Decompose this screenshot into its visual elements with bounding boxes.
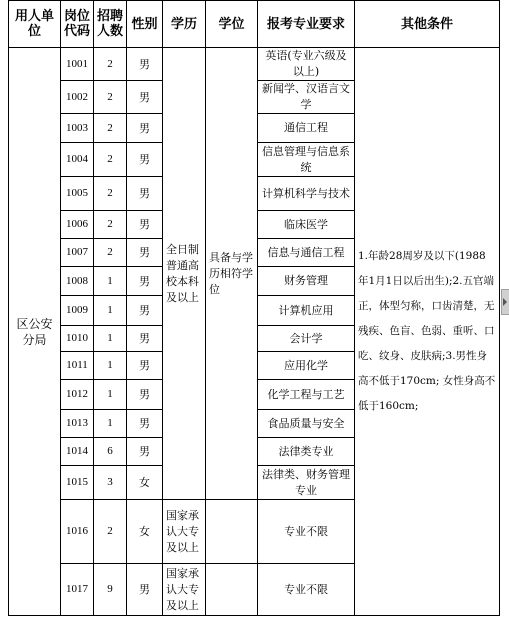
gender-cell: 男 [127,239,163,267]
gender-cell: 男 [127,81,163,114]
gender-cell: 男 [127,114,163,143]
code-cell: 1007 [61,239,94,267]
header-education: 学历 [163,1,206,48]
header-count: 招聘人数 [94,1,127,48]
recruitment-table [8,0,500,616]
count-cell: 1 [94,326,127,352]
header-other: 其他条件 [355,1,500,48]
education-college-cell: 国家承认大专及以上 [163,500,206,564]
table-row [9,48,500,81]
major-cell: 信息与通信工程 [258,239,355,267]
count-cell: 2 [94,81,127,114]
count-cell: 2 [94,211,127,239]
count-cell: 2 [94,177,127,211]
count-cell: 1 [94,410,127,438]
gender-cell: 男 [127,380,163,410]
code-cell: 1011 [61,352,94,380]
other-conditions-cell: 1.年龄28周岁及以下(1988年1月1日以后出生);2.五官端正，体型匀称，口齿清楚，无残疾、色盲、色弱、重听、口吃、纹身、皮肤病;3.男性身高不低于170cm; 女性身高不低于160cm; [355,48,500,616]
code-cell: 1002 [61,81,94,114]
gender-cell: 男 [127,48,163,81]
gender-cell: 女 [127,466,163,500]
right-arrow-icon [503,298,507,306]
gender-cell: 男 [127,177,163,211]
unit-cell [9,48,61,616]
major-cell: 新闻学、汉语言文学 [258,81,355,114]
major-cell: 专业不限 [258,564,355,616]
gender-cell: 男 [127,267,163,296]
education-main-cell: 全日制普通高校本科及以上 [163,48,206,500]
header-unit: 用人单位 [9,1,61,48]
count-cell: 2 [94,143,127,177]
degree-empty-cell [206,564,258,616]
header-major: 报考专业要求 [258,1,355,48]
header-code: 岗位代码 [61,1,94,48]
major-cell: 信息管理与信息系统 [258,143,355,177]
gender-cell: 男 [127,410,163,438]
major-cell: 临床医学 [258,211,355,239]
count-cell: 6 [94,438,127,466]
code-cell: 1014 [61,438,94,466]
code-cell: 1001 [61,48,94,81]
major-cell: 法律类、财务管理专业 [258,466,355,500]
major-cell: 化学工程与工艺 [258,380,355,410]
code-cell: 1013 [61,410,94,438]
code-cell: 1017 [61,564,94,616]
code-cell: 1016 [61,500,94,564]
major-cell: 应用化学 [258,352,355,380]
major-cell: 会计学 [258,326,355,352]
header-row [9,1,500,48]
gender-cell: 男 [127,211,163,239]
header-degree: 学位 [206,1,258,48]
code-cell: 1008 [61,267,94,296]
major-cell: 法律类专业 [258,438,355,466]
major-cell: 食品质量与安全 [258,410,355,438]
gender-cell: 男 [127,352,163,380]
degree-empty-cell [206,500,258,564]
side-scroll-tab[interactable] [501,289,509,315]
count-cell: 1 [94,296,127,326]
major-cell: 计算机应用 [258,296,355,326]
unit-name: 区公安分局 [16,316,53,347]
gender-cell: 男 [127,296,163,326]
major-cell: 财务管理 [258,267,355,296]
count-cell: 9 [94,564,127,616]
code-cell: 1003 [61,114,94,143]
count-cell: 1 [94,267,127,296]
code-cell: 1010 [61,326,94,352]
count-cell: 2 [94,239,127,267]
code-cell: 1004 [61,143,94,177]
gender-cell: 男 [127,326,163,352]
major-cell: 英语(专业六级及以上) [258,48,355,81]
count-cell: 1 [94,380,127,410]
major-cell: 计算机科学与技术 [258,177,355,211]
count-cell: 2 [94,500,127,564]
code-cell: 1015 [61,466,94,500]
count-cell: 3 [94,466,127,500]
code-cell: 1005 [61,177,94,211]
code-cell: 1006 [61,211,94,239]
count-cell: 2 [94,48,127,81]
count-cell: 1 [94,352,127,380]
gender-cell: 男 [127,438,163,466]
major-cell: 通信工程 [258,114,355,143]
gender-cell: 男 [127,143,163,177]
code-cell: 1012 [61,380,94,410]
code-cell: 1009 [61,296,94,326]
gender-cell: 女 [127,500,163,564]
header-gender: 性别 [127,1,163,48]
major-cell: 专业不限 [258,500,355,564]
count-cell: 2 [94,114,127,143]
degree-main-cell: 具备与学历相符学位 [206,48,258,500]
gender-cell: 男 [127,564,163,616]
education-college-cell: 国家承认大专及以上 [163,564,206,616]
